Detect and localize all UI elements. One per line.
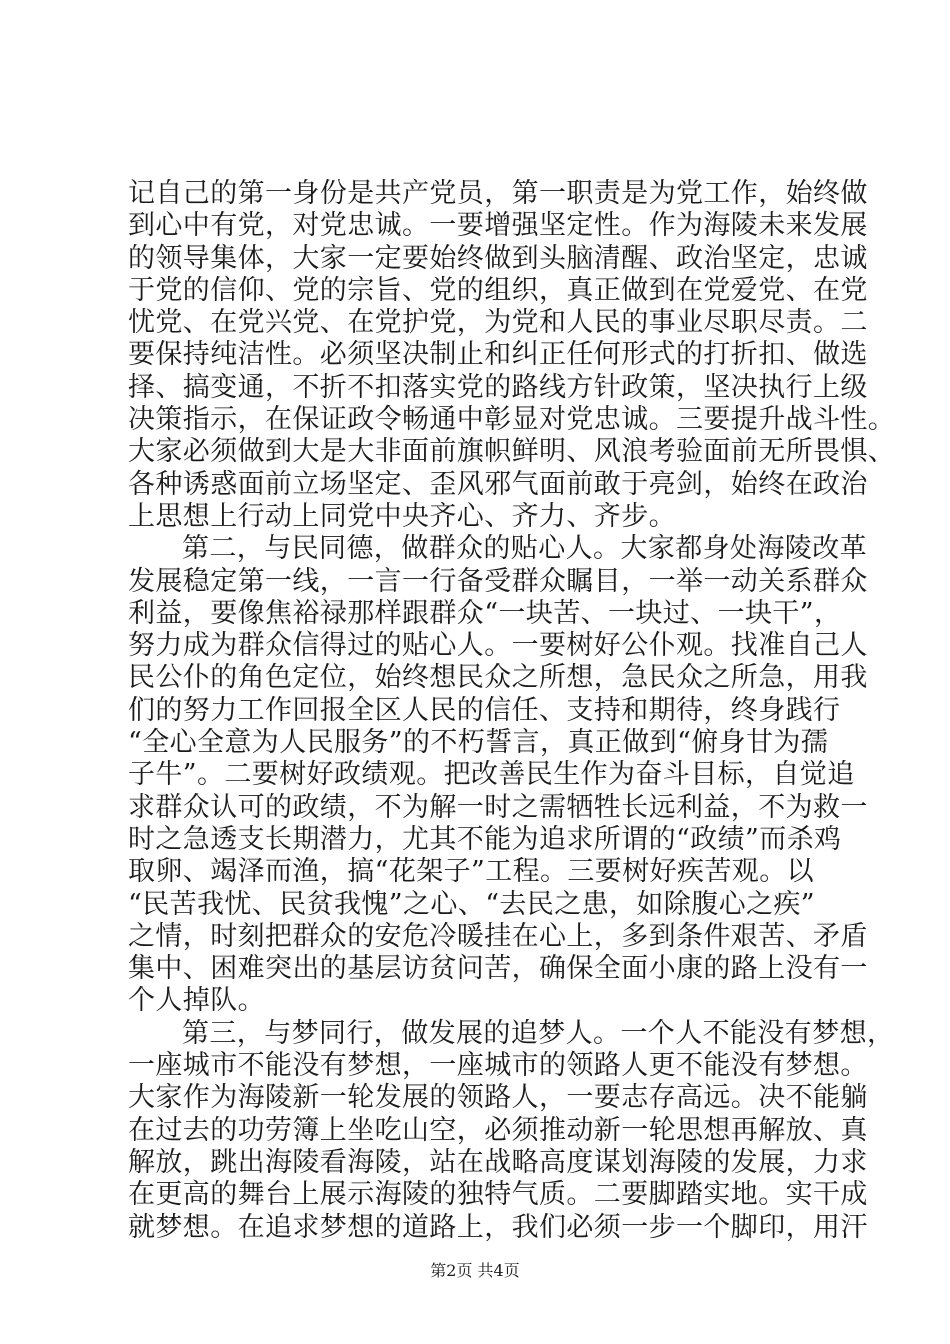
text-line: 个人掉队。 [128,985,265,1017]
text-line: 时之急透支长期潜力，尤其不能为追求所谓的“政绩”而杀鸡 [128,823,842,855]
text-line: “民苦我忧、民贫我愧”之心、“去民之患，如除腹心之疾” [128,888,816,920]
text-line: 大家必须做到大是大非面前旗帜鲜明、风浪考验面前无所畏惧、 [128,436,896,468]
paragraph-start-line: 第二，与民同德，做群众的贴心人。大家都身处海陵改革 [182,533,867,565]
text-line: 利益，要像焦裕禄那样跟群众“一块苦、一块过、一块干”， [128,597,842,629]
text-line: 一座城市不能没有梦想，一座城市的领路人更不能没有梦想。 [128,1050,868,1082]
page-footer: 第2页 共4页 [430,1261,520,1280]
text-line: 集中、困难突出的基层访贫问苦，确保全面小康的路上没有一 [128,953,868,985]
text-line: 大家作为海陵新一轮发展的领路人，一要志存高远。决不能躺 [128,1082,868,1114]
text-line: 决策指示，在保证政令畅通中彰显对党忠诚。三要提升战斗性。 [128,404,896,436]
text-line: 努力成为群众信得过的贴心人。一要树好公仆观。找准自己人 [128,630,868,662]
text-line: 上思想上行动上同党中央齐心、齐力、齐步。 [128,500,676,532]
text-line: 就梦想。在追求梦想的道路上，我们必须一步一个脚印，用汗 [128,1211,868,1243]
text-line: 之情，时刻把群众的安危冷暖挂在心上，多到条件艰苦、矛盾 [128,920,868,952]
paragraph-start-line: 第三，与梦同行，做发展的追梦人。一个人不能没有梦想， [182,1017,895,1049]
text-line: 求群众认可的政绩，不为解一时之需牺牲长远利益，不为救一 [128,791,868,823]
text-line: 各种诱惑面前立场坚定、歪风邪气面前敢于亮剑，始终在政治 [128,468,868,500]
text-line: 们的努力工作回报全区人民的信任、支持和期待，终身践行 [128,694,841,726]
text-line: 忧党、在党兴党、在党护党，为党和人民的事业尽职尽责。二 [128,307,868,339]
text-line: 择、搞变通，不折不扣落实党的路线方针政策，坚决执行上级 [128,371,868,403]
text-line: 取卵、竭泽而渔，搞“花架子”工程。三要树好疾苦观。以 [128,856,815,888]
text-line: 的领导集体，大家一定要始终做到头脑清醒、政治坚定，忠诚 [128,242,868,274]
text-line: 发展稳定第一线，一言一行备受群众瞩目，一举一动关系群众 [128,565,868,597]
text-line: 到心中有党，对党忠诚。一要增强坚定性。作为海陵未来发展 [128,210,868,242]
text-line: 解放，跳出海陵看海陵，站在战略高度谋划海陵的发展，力求 [128,1146,868,1178]
body-text [128,178,896,1244]
text-line: 要保持纯洁性。必须坚决制止和纠正任何形式的打折扣、做选 [128,339,868,371]
text-line: 于党的信仰、党的宗旨、党的组织，真正做到在党爱党、在党 [128,274,868,306]
text-line: 在更高的舞台上展示海陵的独特气质。二要脚踏实地。实干成 [128,1179,868,1211]
text-line: 民公仆的角色定位，始终想民众之所想，急民众之所急，用我 [128,662,868,694]
text-line: 在过去的功劳簿上坐吃山空，必须推动新一轮思想再解放、真 [128,1114,868,1146]
text-line: “全心全意为人民服务”的不朽誓言，真正做到“俯身甘为孺 [128,727,829,759]
text-line: 记自己的第一身份是共产党员，第一职责是为党工作，始终做 [128,178,868,209]
text-line: 子牛”。二要树好政绩观。把改善民生作为奋斗目标，自觉追 [128,759,855,791]
